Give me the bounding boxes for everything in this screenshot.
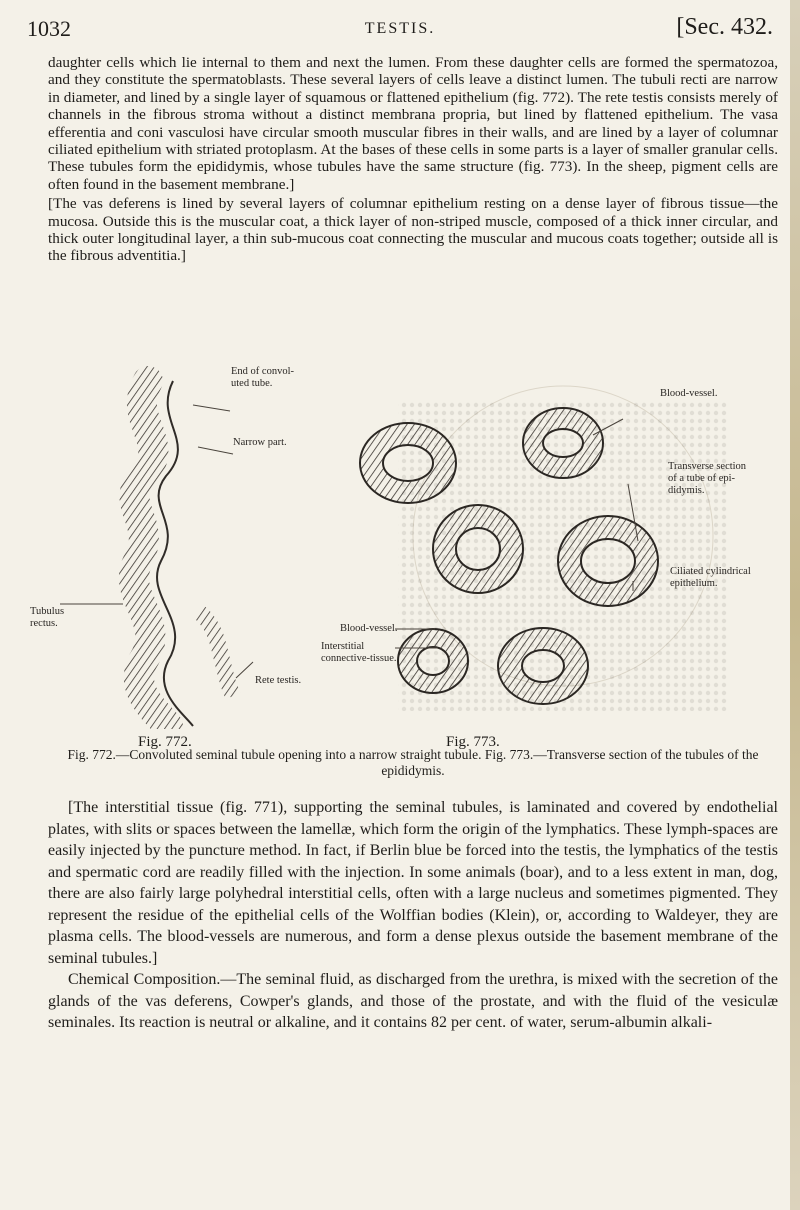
main-body-text xyxy=(48,797,778,1034)
label-narrow-part: Narrow part. xyxy=(233,437,287,448)
convoluted-tubule xyxy=(134,381,168,726)
section-reference: [Sec. 432. xyxy=(676,14,773,40)
figure-772-label: Fig. 772. xyxy=(138,734,192,750)
running-title: TESTIS. xyxy=(364,20,436,37)
figure-caption: Fig. 772.—Convoluted seminal tubule opening into a narrow straight tubule. Fig. 773.—Transverse section of the tubules of the epididymis. xyxy=(67,747,759,778)
label-interstitial-tissue: Interstitial connective-tissue. xyxy=(321,641,397,664)
figure-773-label: Fig. 773. xyxy=(446,734,500,750)
label-blood-vessel-upper: Blood-vessel. xyxy=(660,388,718,399)
figures-772-773 xyxy=(30,361,778,750)
paragraph-epithelium: daughter cells which lie internal to them and next the lumen. From these daughter cells are formed the spermatozoa, and they constitute the spermatoblasts. These several layers of cells leave a distinct lumen. The tubuli recti are narrow in diameter, and lined by a single layer of squamous or flattened epithelium (fig. 772). The rete testis consists merely of channels in the fibrous stroma without a distinct membrana propria, but lined by flattened epithelium. The vasa efferentia and coni vasculosi have circular smooth muscular fibres in their walls, and are lined by a layer of columnar ciliated epithelium with striated protoplasm. At the bases of these cells in some parts is a layer of smaller granular cells. These tubules form the epididymis, whose tubules have the same structure (fig. 773). In the sheep, pigment cells are often found in the basement membrane.] xyxy=(48,54,778,193)
label-ciliated-epithelium: Ciliated cylindrical epithelium. xyxy=(670,566,751,589)
label-transverse-section: Transverse section of a tube of epi-didymis. xyxy=(668,461,747,496)
connective-tissue-stipple xyxy=(398,401,728,711)
label-end-of-convoluted-tube: End of convol-uted tube. xyxy=(231,366,294,389)
book-spine-edge xyxy=(790,0,800,1210)
label-rete-testis: Rete testis. xyxy=(255,675,302,686)
paragraph-chemical-composition: Chemical Composition.—The seminal fluid, as discharged from the urethra, is mixed with the secretion of the glands of the vas deferens, Cowper's glands, and those of the prostate, and with the fluid of the vesiculæ seminales. Its reaction is neutral or alkaline, and it contains 82 per cent. of water, serum-albumin alkali- xyxy=(48,971,778,1031)
page-number: 1032 xyxy=(27,16,71,41)
label-tubulus-rectus: Tubulus rectus. xyxy=(30,606,65,629)
label-blood-vessel-lower: Blood-vessel. xyxy=(340,623,398,634)
paragraph-interstitial-tissue: [The interstitial tissue (fig. 771), supporting the seminal tubules, is laminated and covered by endothelial plates, with slits or spaces between the lamellæ, which form the origin of the lymphatics. These lymph-spaces are easily injected by the puncture method. In fact, if Berlin blue be forced into the testis, the lymphatics of the testis and spermatic cord are readily filled with the injection. In some animals (boar), and to a less extent in man, dog, there are also fairly large polyhedral interstitial cells, often with a large nucleus and sometimes pigmented. They represent the residue of the epithelial cells of the Wolffian bodies (Klein), or, according to Waldeyer, they are plasma cells. The blood-vessels are numerous, and form a dense plexus outside the basement membrane of the seminal tubules.] xyxy=(48,799,778,967)
paragraph-vas-deferens: [The vas deferens is lined by several layers of columnar epithelium resting on a dense layer of fibrous tissue—the mucosa. Outside this is the muscular coat, a thick layer of non-striped muscle, composed of a thick inner circular, and thick outer longitudinal layer, a thin sub-mucous coat connecting the muscular and mucous coats together; outside all is the fibrous adventitia.] xyxy=(48,195,778,265)
opening-text xyxy=(48,54,778,265)
page-header xyxy=(27,12,773,52)
rete-testis-tube xyxy=(198,611,233,696)
histology-illustration xyxy=(48,361,778,729)
